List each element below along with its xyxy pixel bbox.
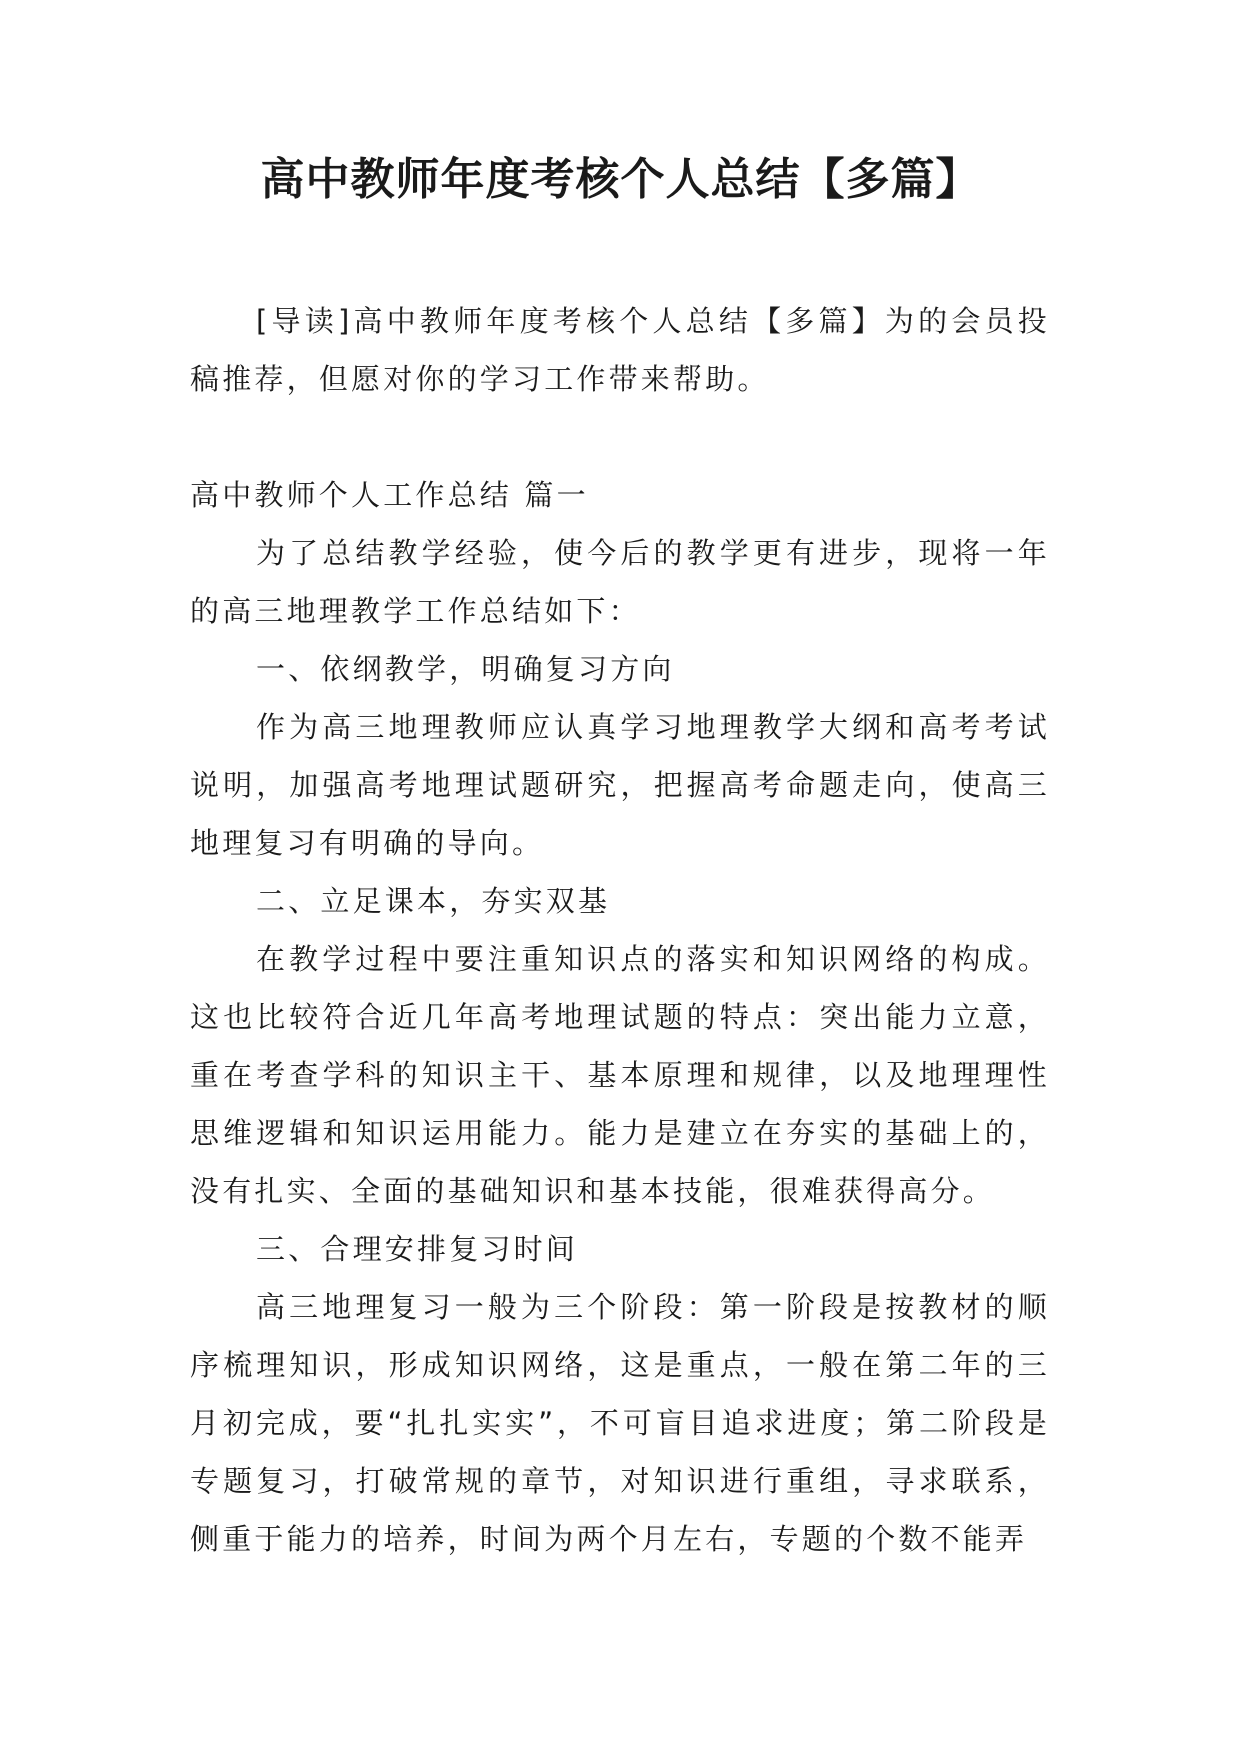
body-paragraph: 作为高三地理教师应认真学习地理教学大纲和高考考试说明，加强高考地理试题研究，把握高考命题走向，使高三地理复习有明确的导向。: [190, 710, 1050, 860]
paragraph-spacer: [190, 408, 1050, 466]
subheading: 三、合理安排复习时间: [256, 1232, 579, 1266]
intro-paragraph: [导读]高中教师年度考核个人总结【多篇】为的会员投稿推荐，但愿对你的学习工作带来帮助。: [190, 304, 1050, 396]
subheading: 一、依纲教学，明确复习方向: [256, 652, 675, 686]
document-body: [190, 292, 1050, 1568]
body-paragraph: 高三地理复习一般为三个阶段：第一阶段是按教材的顺序梳理知识，形成知识网络，这是重点，一般在第二年的三月初完成，要“扎扎实实”，不可盲目追求进度；第二阶段是专题复习，打破常规的章节，对知识进行重组，寻求联系，侧重于能力的培养，时间为两个月左右，专题的个数不能弄: [190, 1290, 1050, 1556]
section-heading: 高中教师个人工作总结 篇一: [190, 478, 589, 512]
body-paragraph: 在教学过程中要注重知识点的落实和知识网络的构成。这也比较符合近几年高考地理试题的特点：突出能力立意，重在考查学科的知识主干、基本原理和规律，以及地理理性思维逻辑和知识运用能力。能力是建立在夯实的基础上的，没有扎实、全面的基础知识和基本技能，很难获得高分。: [190, 942, 1050, 1208]
document-title: 高中教师年度考核个人总结【多篇】: [260, 154, 981, 205]
subheading: 二、立足课本，夯实双基: [256, 884, 611, 918]
body-paragraph: 为了总结教学经验，使今后的教学更有进步，现将一年的高三地理教学工作总结如下：: [190, 536, 1050, 628]
